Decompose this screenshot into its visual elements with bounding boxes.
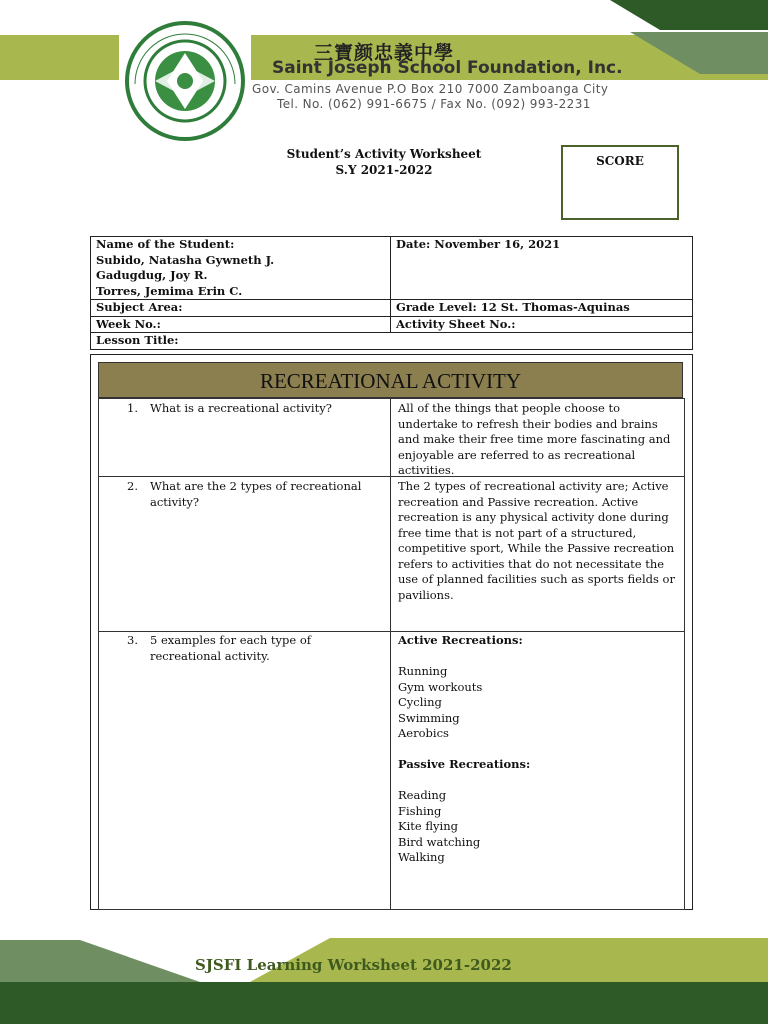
activity-header: RECREATIONAL ACTIVITY bbox=[98, 362, 683, 398]
school-name: Saint Joseph School Foundation, Inc. bbox=[272, 58, 623, 78]
question-text: 5 examples for each type of recreational activity. bbox=[150, 633, 312, 663]
list-item: Walking bbox=[398, 850, 445, 864]
list-item: Bird watching bbox=[398, 834, 481, 849]
score-box bbox=[561, 145, 679, 220]
footer-text: SJSFI Learning Worksheet 2021-2022 bbox=[195, 956, 512, 974]
question-number: 2. bbox=[127, 479, 138, 493]
question-number: 3. bbox=[127, 633, 138, 647]
week-no-cell: Week No.: bbox=[91, 316, 391, 333]
date-cell: Date: November 16, 2021 bbox=[391, 237, 693, 300]
school-year: S.Y 2021-2022 bbox=[335, 163, 433, 177]
score-label: SCORE bbox=[596, 154, 644, 168]
list-item: Aerobics bbox=[398, 726, 449, 740]
list-item: Reading bbox=[398, 788, 447, 802]
footer-decoration bbox=[0, 938, 768, 1024]
answer-text: The 2 types of recreational activity are; Active recreation and Passive recreation. Active recreation is any physical activity done during free time that is not part of a structured, competitive sport, While the Passive recreation refers to activities that do not necessitate the use of planned facilities such as sports fields or pavilions. bbox=[398, 479, 675, 602]
list-item: Gym workouts bbox=[398, 679, 483, 694]
question-cell-2 bbox=[98, 476, 391, 632]
list-item: Cycling bbox=[398, 695, 442, 709]
question-text: What is a recreational activity? bbox=[150, 401, 332, 415]
worksheet-title-line1: Student’s Activity Worksheet bbox=[286, 147, 482, 161]
student-name: Gadugdug, Joy R. bbox=[96, 268, 208, 282]
name-label: Name of the Student: bbox=[96, 237, 235, 251]
list-item: Fishing bbox=[398, 803, 442, 818]
school-contact: Tel. No. (062) 991-6675 / Fax No. (092) 993-2231 bbox=[277, 97, 591, 111]
active-recreations-title: Active Recreations: bbox=[398, 633, 523, 647]
answer-cell-3 bbox=[390, 631, 685, 910]
list-item: Swimming bbox=[398, 710, 460, 725]
question-text: What are the 2 types of recreational activity? bbox=[150, 479, 362, 509]
school-address: Gov. Camins Avenue P.O Box 210 7000 Zamboanga City bbox=[252, 82, 609, 96]
student-name: Subido, Natasha Gywneth J. bbox=[96, 252, 275, 267]
student-info-table bbox=[90, 236, 693, 350]
grade-level-cell: Grade Level: 12 St. Thomas-Aquinas bbox=[391, 300, 693, 317]
lesson-title-cell: Lesson Title: bbox=[91, 333, 693, 350]
list-item: Kite flying bbox=[398, 819, 458, 833]
student-name: Torres, Jemima Erin C. bbox=[96, 283, 243, 298]
passive-recreations-title: Passive Recreations: bbox=[398, 757, 531, 771]
answer-cell-1 bbox=[390, 398, 685, 477]
school-chinese-name: 三寶颜忠義中學 bbox=[313, 42, 454, 64]
question-cell-1 bbox=[98, 398, 391, 477]
worksheet-title bbox=[264, 146, 504, 178]
question-cell-3 bbox=[98, 631, 391, 910]
subject-area-cell: Subject Area: bbox=[91, 300, 391, 317]
answer-text: All of the things that people choose to undertake to refresh their bodies and brains and make their free time more fascinating and enjoyable are referred to as recreational activities. bbox=[398, 401, 671, 477]
list-item: Running bbox=[398, 664, 448, 678]
question-number: 1. bbox=[127, 401, 138, 415]
activity-sheet-no-cell: Activity Sheet No.: bbox=[391, 316, 693, 333]
answer-cell-2 bbox=[390, 476, 685, 632]
student-names-cell bbox=[91, 237, 391, 300]
